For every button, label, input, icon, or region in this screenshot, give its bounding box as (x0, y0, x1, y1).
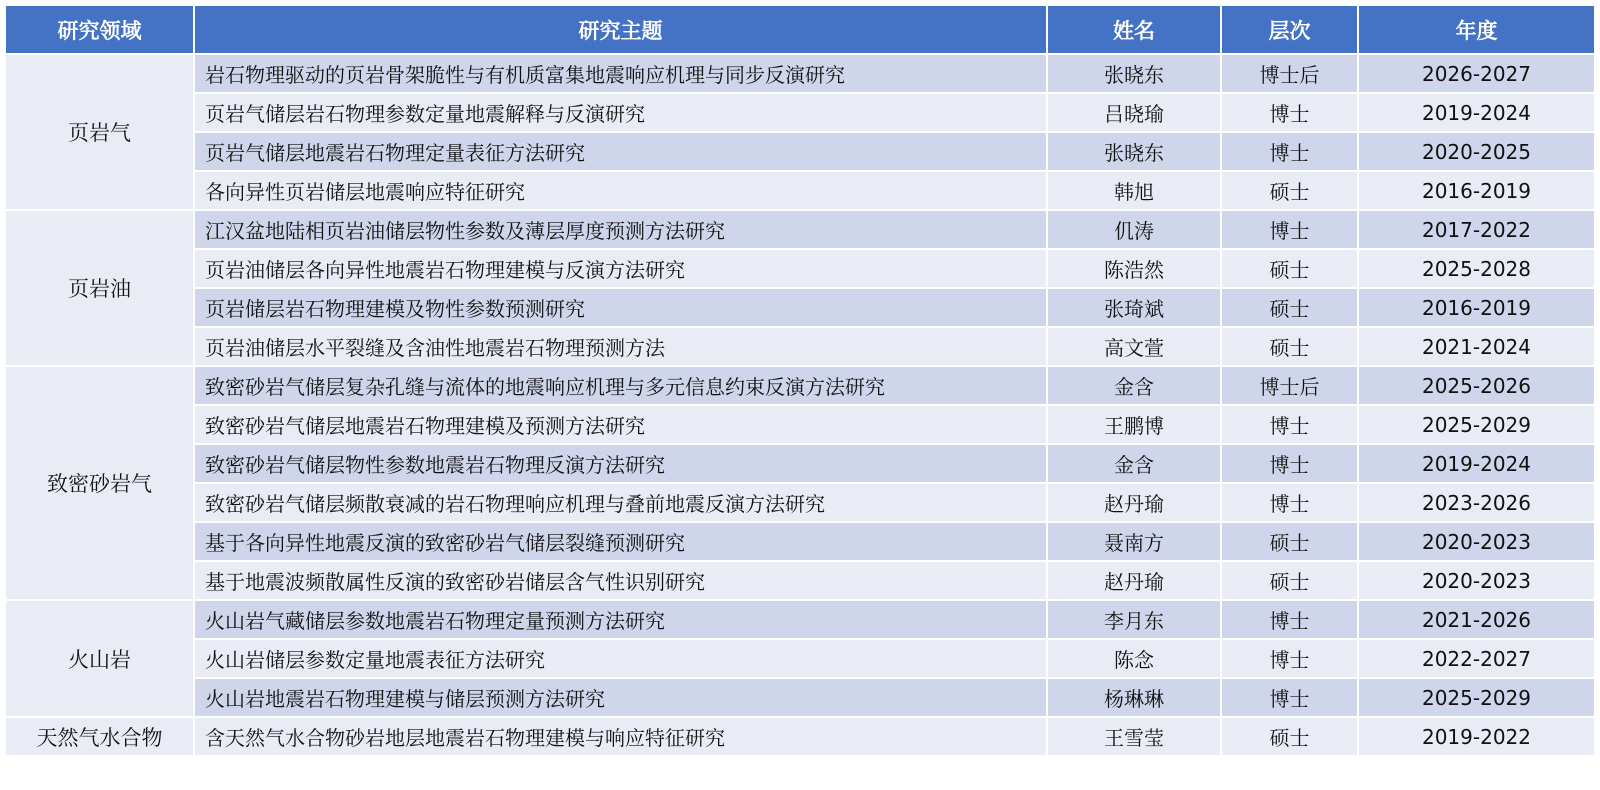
year-cell: 2017-2022 (1359, 211, 1594, 248)
level-cell: 硕士 (1222, 562, 1357, 599)
research-area-cell: 火山岩 (6, 601, 193, 716)
year-cell: 2019-2024 (1359, 94, 1594, 131)
table-row (6, 172, 1594, 209)
topic-cell: 页岩油储层各向异性地震岩石物理建模与反演方法研究 (195, 250, 1046, 287)
level-cell: 硕士 (1222, 523, 1357, 560)
name-cell: 杨琳琳 (1048, 679, 1220, 716)
year-cell: 2021-2026 (1359, 601, 1594, 638)
year-cell: 2025-2029 (1359, 679, 1594, 716)
table-row (6, 523, 1594, 560)
table-row (6, 367, 1594, 404)
year-cell: 2021-2024 (1359, 328, 1594, 365)
table-row (6, 133, 1594, 170)
table-row (6, 406, 1594, 443)
table-row (6, 640, 1594, 677)
research-area-cell: 页岩气 (6, 55, 193, 209)
header-area: 研究领域 (6, 6, 193, 53)
header-row (6, 6, 1594, 53)
header-topic: 研究主题 (195, 6, 1046, 53)
year-cell: 2023-2026 (1359, 484, 1594, 521)
table-row (6, 445, 1594, 482)
name-cell: 赵丹瑜 (1048, 484, 1220, 521)
level-cell: 硕士 (1222, 289, 1357, 326)
topic-cell: 页岩气储层地震岩石物理定量表征方法研究 (195, 133, 1046, 170)
level-cell: 博士 (1222, 640, 1357, 677)
topic-cell: 火山岩地震岩石物理建模与储层预测方法研究 (195, 679, 1046, 716)
name-cell: 金含 (1048, 367, 1220, 404)
topic-cell: 页岩油储层水平裂缝及含油性地震岩石物理预测方法 (195, 328, 1046, 365)
level-cell: 博士 (1222, 601, 1357, 638)
topic-cell: 火山岩气藏储层参数地震岩石物理定量预测方法研究 (195, 601, 1046, 638)
level-cell: 博士 (1222, 484, 1357, 521)
level-cell: 博士 (1222, 445, 1357, 482)
research-table (4, 4, 1596, 757)
table-row (6, 289, 1594, 326)
level-cell: 硕士 (1222, 250, 1357, 287)
level-cell: 硕士 (1222, 328, 1357, 365)
topic-cell: 页岩储层岩石物理建模及物性参数预测研究 (195, 289, 1046, 326)
name-cell: 张晓东 (1048, 55, 1220, 92)
topic-cell: 各向异性页岩储层地震响应特征研究 (195, 172, 1046, 209)
research-area-cell: 页岩油 (6, 211, 193, 365)
year-cell: 2020-2023 (1359, 523, 1594, 560)
name-cell: 韩旭 (1048, 172, 1220, 209)
name-cell: 陈念 (1048, 640, 1220, 677)
research-area-cell: 天然气水合物 (6, 718, 193, 755)
topic-cell: 致密砂岩气储层地震岩石物理建模及预测方法研究 (195, 406, 1046, 443)
table-row (6, 601, 1594, 638)
table-row (6, 328, 1594, 365)
topic-cell: 江汉盆地陆相页岩油储层物性参数及薄层厚度预测方法研究 (195, 211, 1046, 248)
table-row (6, 679, 1594, 716)
year-cell: 2020-2025 (1359, 133, 1594, 170)
year-cell: 2025-2028 (1359, 250, 1594, 287)
name-cell: 吕晓瑜 (1048, 94, 1220, 131)
topic-cell: 基于各向异性地震反演的致密砂岩气储层裂缝预测研究 (195, 523, 1046, 560)
topic-cell: 基于地震波频散属性反演的致密砂岩储层含气性识别研究 (195, 562, 1046, 599)
name-cell: 王鹏博 (1048, 406, 1220, 443)
level-cell: 博士后 (1222, 367, 1357, 404)
table-row (6, 94, 1594, 131)
table-row (6, 55, 1594, 92)
table-row (6, 211, 1594, 248)
year-cell: 2016-2019 (1359, 289, 1594, 326)
name-cell: 高文萱 (1048, 328, 1220, 365)
header-name: 姓名 (1048, 6, 1220, 53)
level-cell: 硕士 (1222, 172, 1357, 209)
year-cell: 2019-2022 (1359, 718, 1594, 755)
research-area-cell: 致密砂岩气 (6, 367, 193, 599)
name-cell: 陈浩然 (1048, 250, 1220, 287)
header-year: 年度 (1359, 6, 1594, 53)
level-cell: 博士 (1222, 211, 1357, 248)
year-cell: 2025-2029 (1359, 406, 1594, 443)
table-row (6, 562, 1594, 599)
header-level: 层次 (1222, 6, 1357, 53)
table-row (6, 718, 1594, 755)
name-cell: 张琦斌 (1048, 289, 1220, 326)
year-cell: 2019-2024 (1359, 445, 1594, 482)
name-cell: 仉涛 (1048, 211, 1220, 248)
level-cell: 博士 (1222, 133, 1357, 170)
topic-cell: 火山岩储层参数定量地震表征方法研究 (195, 640, 1046, 677)
level-cell: 博士后 (1222, 55, 1357, 92)
topic-cell: 含天然气水合物砂岩地层地震岩石物理建模与响应特征研究 (195, 718, 1046, 755)
level-cell: 博士 (1222, 679, 1357, 716)
name-cell: 李月东 (1048, 601, 1220, 638)
topic-cell: 岩石物理驱动的页岩骨架脆性与有机质富集地震响应机理与同步反演研究 (195, 55, 1046, 92)
year-cell: 2022-2027 (1359, 640, 1594, 677)
topic-cell: 致密砂岩气储层复杂孔缝与流体的地震响应机理与多元信息约束反演方法研究 (195, 367, 1046, 404)
year-cell: 2016-2019 (1359, 172, 1594, 209)
topic-cell: 致密砂岩气储层频散衰减的岩石物理响应机理与叠前地震反演方法研究 (195, 484, 1046, 521)
year-cell: 2026-2027 (1359, 55, 1594, 92)
table-row (6, 250, 1594, 287)
year-cell: 2020-2023 (1359, 562, 1594, 599)
name-cell: 金含 (1048, 445, 1220, 482)
name-cell: 王雪莹 (1048, 718, 1220, 755)
topic-cell: 页岩气储层岩石物理参数定量地震解释与反演研究 (195, 94, 1046, 131)
name-cell: 赵丹瑜 (1048, 562, 1220, 599)
level-cell: 博士 (1222, 94, 1357, 131)
name-cell: 张晓东 (1048, 133, 1220, 170)
year-cell: 2025-2026 (1359, 367, 1594, 404)
table-row (6, 484, 1594, 521)
level-cell: 硕士 (1222, 718, 1357, 755)
level-cell: 博士 (1222, 406, 1357, 443)
name-cell: 聂南方 (1048, 523, 1220, 560)
topic-cell: 致密砂岩气储层物性参数地震岩石物理反演方法研究 (195, 445, 1046, 482)
table-body (6, 55, 1594, 755)
